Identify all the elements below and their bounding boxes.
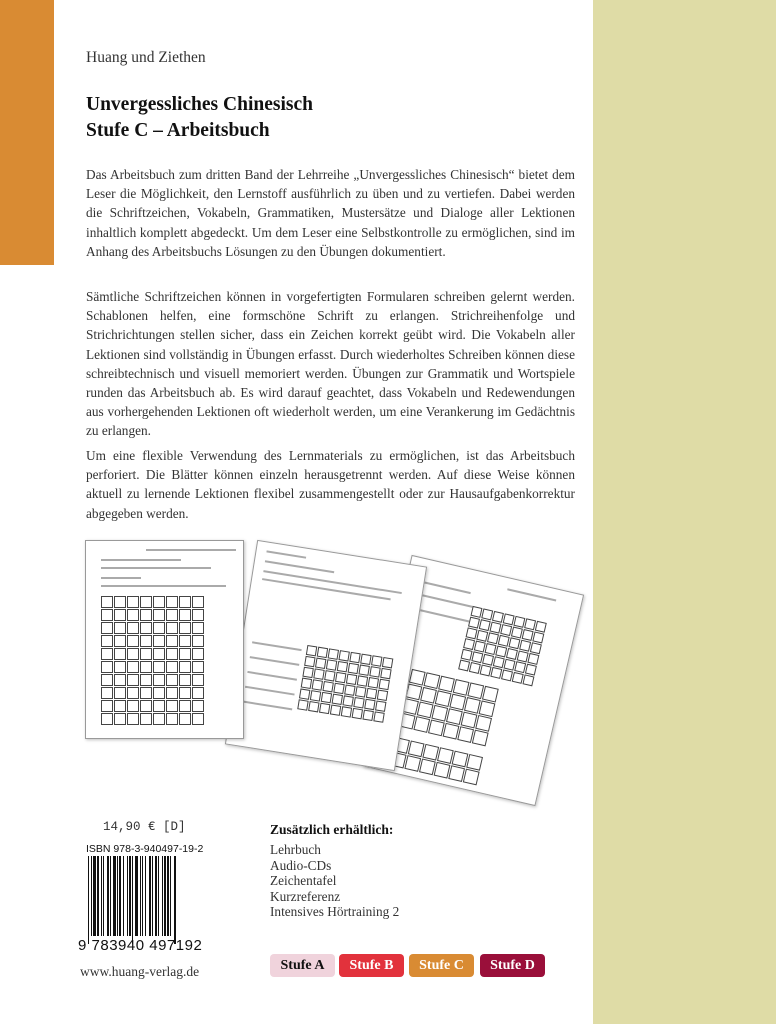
price: 14,90 € [D] [103,820,186,834]
description-paragraph: Das Arbeitsbuch zum dritten Band der Lehrreihe „Unvergessliches Chinesisch“ bietet dem Leser die Möglichkeit, den Lernstoff ausführlich zu üben und zu vertiefen. Dabei werden die Schriftzeichen, Vokabeln, Grammatiken, Mustersätze und Dialoge aller Lektionen inhaltlich komplett abgedeckt. Um dem Leser eine Selbstkontrolle zu ermöglichen, sind im Anhang des Arbeitsbuchs Lösungen zu den Übungen dokumentiert. [86,167,575,259]
publisher-url[interactable]: www.huang-verlag.de [80,964,200,979]
writing-grid [101,596,204,725]
level-badge-c: Stufe C [409,954,474,977]
barcode-bar [123,856,124,936]
text-line [101,585,226,587]
barcode-bar [110,856,111,936]
also-available-heading: Zusätzlich erhältlich: [270,822,394,837]
barcode-bar [158,856,159,936]
book-title [86,92,313,144]
text-line [146,549,236,551]
ean-digits: 9 783940 497192 [78,937,203,954]
description-paragraph: Sämtliche Schriftzeichen können in vorgefertigten Formularen schreiben gelernt werden. Schablonen helfen, eine formschöne Schrift zu erlangen. Strichreihenfolge und Strichrichtungen stellen sicher, dass ein Zeichen korrekt geübt wird. Die Vokabeln aller Lektionen sind vollständig in Übungen erfasst. Durch wiederholtes Schreiben können diese schreibtechnisch und visuell memoriert werden. Übungen zur Grammatik und Wortspiele runden das Arbeitsbuch ab. Es wird darauf geachtet, dass Vokabeln und Redewendungen aus vorhergehenden Lektionen oft wiederholt werden, um eine Verankerung im Gedächtnis zu erlangen. [86,289,575,439]
text-line [245,686,295,696]
barcode-bar [88,856,89,944]
isbn: ISBN 978-3-940497-19-2 [86,843,204,855]
text-line [101,577,141,579]
barcode-bar [103,856,104,936]
also-available-list [270,842,399,920]
level-badge-b: Stufe B [339,954,404,977]
barcode-bar [93,856,96,936]
description-paragraph: Um eine flexible Verwendung des Lernmaterials zu ermöglichen, ist das Arbeitsbuch perforiert. Die Blätter können einzeln herausgetrennt werden. Auf diese Weise können aktuell zu lernende Lektionen flexibel zusammengestellt oder zur Hausaufgabenkorrektur abgegeben werden. [86,448,575,521]
text-line [247,671,297,681]
barcode-bar [127,856,128,936]
authors: Huang und Ziethen [86,49,206,66]
barcode-bar [155,856,157,936]
writing-grid [458,606,547,686]
text-line [417,580,471,594]
text-line [266,550,306,558]
text-line [252,641,302,651]
barcode-bar [140,856,141,936]
barcode-bar [167,856,169,936]
writing-grid [297,645,393,723]
barcode-bar [174,856,176,944]
text-line [243,701,293,711]
barcode-bar [97,856,99,936]
list-item: Lehrbuch [270,842,321,857]
worksheet-preview-2 [225,540,427,771]
barcode-bar [170,856,171,936]
text-line [507,588,556,601]
barcode-bar [132,856,133,944]
spine-strip [593,0,776,1024]
barcode-bar [135,856,138,936]
barcode-bar [107,856,109,936]
list-item: Kurzreferenz [270,888,341,904]
barcode-bar [91,856,92,936]
barcode-bar [101,856,102,936]
level-badge-a: Stufe A [270,954,335,977]
list-item: Zeichentafel [270,873,337,888]
list-item: Audio-CDs [270,857,332,873]
worksheet-preview-1 [85,540,244,739]
barcode [88,856,196,944]
text-line [101,567,211,569]
barcode-bar [129,856,131,936]
barcode-bar [142,856,143,936]
text-line [101,559,181,561]
barcode-bar [145,856,146,936]
text-line [250,656,300,666]
barcode-bar [149,856,151,936]
barcode-bar [117,856,118,936]
title-line-1: Unvergessliches Chinesisch [86,94,313,115]
barcode-bar [113,856,116,936]
barcode-bar [119,856,121,936]
barcode-bar [152,856,153,936]
list-item: Intensives Hörtraining 2 [270,904,400,919]
barcode-bar [162,856,163,936]
title-line-2: Stufe C – Arbeitsbuch [86,120,270,141]
orange-accent-bar [0,0,54,265]
barcode-bar [164,856,166,936]
level-badge-d: Stufe D [480,954,545,977]
